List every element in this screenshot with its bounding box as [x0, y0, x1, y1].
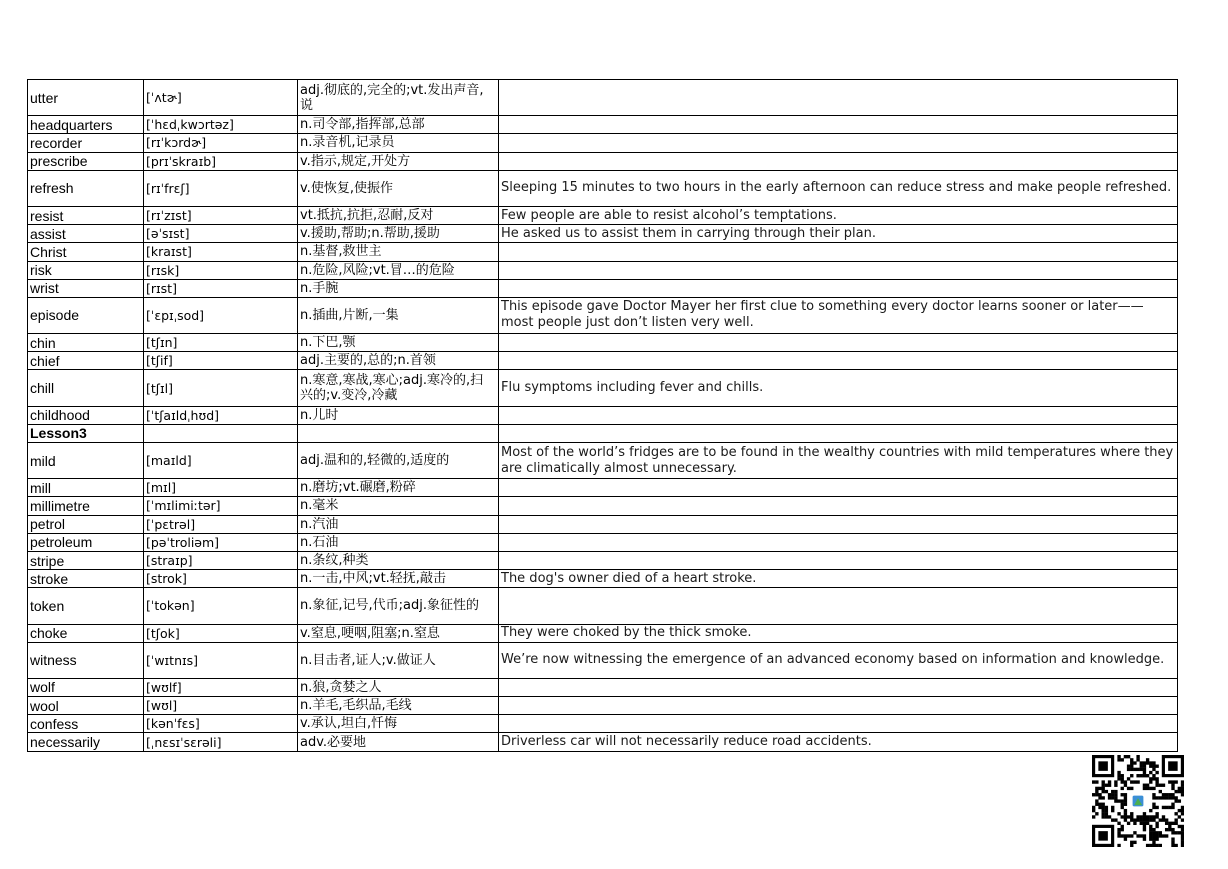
example-cell: Sleeping 15 minutes to two hours in the early afternoon can reduce stress and make people refreshed.	[499, 170, 1178, 206]
word-cell: chief	[28, 352, 144, 370]
example-cell: The dog's owner died of a heart stroke.	[499, 570, 1178, 588]
meaning-cell: n.危险,风险;vt.冒…的危险	[298, 261, 499, 279]
word-cell: wool	[28, 697, 144, 715]
phonetic-cell: [ˈpɛtrəl]	[144, 515, 298, 533]
table-row	[28, 678, 1178, 696]
example-cell	[499, 261, 1178, 279]
example-cell: We’re now witnessing the emergence of an advanced economy based on information and knowledge.	[499, 642, 1178, 678]
phonetic-cell: [ˈtokən]	[144, 588, 298, 624]
phonetic-cell: [ˈɛpɪˌsod]	[144, 297, 298, 333]
meaning-cell: n.狼,贪婪之人	[298, 678, 499, 696]
phonetic-cell: [kənˈfɛs]	[144, 715, 298, 733]
table-row	[28, 225, 1178, 243]
example-cell	[499, 424, 1178, 442]
meaning-cell: n.儿时	[298, 406, 499, 424]
word-cell: risk	[28, 261, 144, 279]
phonetic-cell: [kraɪst]	[144, 243, 298, 261]
table-row	[28, 297, 1178, 333]
phonetic-cell: [ˈwɪtnɪs]	[144, 642, 298, 678]
meaning-cell: n.基督,救世主	[298, 243, 499, 261]
meaning-cell: n.司令部,指挥部,总部	[298, 116, 499, 134]
word-cell: episode	[28, 297, 144, 333]
meaning-cell: n.羊毛,毛织品,毛线	[298, 697, 499, 715]
example-cell	[499, 352, 1178, 370]
meaning-cell: adj.主要的,总的;n.首领	[298, 352, 499, 370]
meaning-cell: adj.温和的,轻微的,适度的	[298, 443, 499, 479]
example-cell: This episode gave Doctor Mayer her first clue to something every doctor learns sooner or later——most people just don’t listen very well.	[499, 297, 1178, 333]
phonetic-cell: [rɪˈfrɛʃ]	[144, 170, 298, 206]
word-cell: prescribe	[28, 152, 144, 170]
word-cell: Christ	[28, 243, 144, 261]
table-row	[28, 642, 1178, 678]
phonetic-cell: [rɪst]	[144, 279, 298, 297]
word-cell: recorder	[28, 134, 144, 152]
word-cell: stripe	[28, 551, 144, 569]
table-row	[28, 406, 1178, 424]
table-row	[28, 551, 1178, 569]
word-cell: resist	[28, 206, 144, 224]
example-cell	[499, 134, 1178, 152]
meaning-cell: n.石油	[298, 533, 499, 551]
word-cell: stroke	[28, 570, 144, 588]
word-cell: utter	[28, 80, 144, 116]
meaning-cell: vt.抵抗,抗拒,忍耐,反对	[298, 206, 499, 224]
meaning-cell: n.毫米	[298, 497, 499, 515]
meaning-cell: v.指示,规定,开处方	[298, 152, 499, 170]
phonetic-cell: [straɪp]	[144, 551, 298, 569]
word-cell: mill	[28, 479, 144, 497]
word-cell: childhood	[28, 406, 144, 424]
meaning-cell: adv.必要地	[298, 733, 499, 751]
table-row	[28, 80, 1178, 116]
word-cell: headquarters	[28, 116, 144, 134]
phonetic-cell: [prɪˈskraɪb]	[144, 152, 298, 170]
word-cell: choke	[28, 624, 144, 642]
meaning-cell: adj.彻底的,完全的;vt.发出声音,说	[298, 80, 499, 116]
example-cell: Driverless car will not necessarily reduce road accidents.	[499, 733, 1178, 751]
phonetic-cell: [pəˈtroliəm]	[144, 533, 298, 551]
meaning-cell: v.承认,坦白,忏悔	[298, 715, 499, 733]
example-cell	[499, 715, 1178, 733]
meaning-cell: n.汽油	[298, 515, 499, 533]
phonetic-cell: [rɪˈkɔrdɚ]	[144, 134, 298, 152]
word-cell: refresh	[28, 170, 144, 206]
table-row	[28, 715, 1178, 733]
example-cell	[499, 334, 1178, 352]
phonetic-cell: [ˈtʃaɪldˌhʊd]	[144, 406, 298, 424]
table-row	[28, 624, 1178, 642]
phonetic-cell: [maɪld]	[144, 443, 298, 479]
example-cell	[499, 80, 1178, 116]
example-cell: Few people are able to resist alcohol’s temptations.	[499, 206, 1178, 224]
meaning-cell: n.手腕	[298, 279, 499, 297]
example-cell	[499, 697, 1178, 715]
vocabulary-table-body	[28, 80, 1178, 752]
phonetic-cell	[144, 424, 298, 442]
example-cell	[499, 678, 1178, 696]
table-row	[28, 733, 1178, 751]
phonetic-cell: [ˈʌtɚ]	[144, 80, 298, 116]
meaning-cell: v.使恢复,使振作	[298, 170, 499, 206]
example-cell	[499, 551, 1178, 569]
word-cell: necessarily	[28, 733, 144, 751]
word-cell: petroleum	[28, 533, 144, 551]
phonetic-cell: [strok]	[144, 570, 298, 588]
table-row	[28, 588, 1178, 624]
example-cell: He asked us to assist them in carrying through their plan.	[499, 225, 1178, 243]
phonetic-cell: [tʃok]	[144, 624, 298, 642]
meaning-cell: n.寒意,寒战,寒心;adj.寒冷的,扫兴的;v.变冷,冷藏	[298, 370, 499, 406]
example-cell	[499, 479, 1178, 497]
example-cell: Most of the world’s fridges are to be found in the wealthy countries with mild temperatures where they are climatically almost unnecessary.	[499, 443, 1178, 479]
table-row	[28, 261, 1178, 279]
table-row	[28, 570, 1178, 588]
meaning-cell: n.象征,记号,代币;adj.象征性的	[298, 588, 499, 624]
table-row	[28, 334, 1178, 352]
example-cell	[499, 406, 1178, 424]
meaning-cell: n.条纹,种类	[298, 551, 499, 569]
example-cell: They were choked by the thick smoke.	[499, 624, 1178, 642]
table-row	[28, 116, 1178, 134]
word-cell: token	[28, 588, 144, 624]
table-row	[28, 533, 1178, 551]
phonetic-cell: [rɪˈzɪst]	[144, 206, 298, 224]
qr-code-icon	[1092, 755, 1184, 847]
meaning-cell: v.援助,帮助;n.帮助,援助	[298, 225, 499, 243]
example-cell	[499, 279, 1178, 297]
word-cell: wrist	[28, 279, 144, 297]
table-row	[28, 152, 1178, 170]
table-row	[28, 170, 1178, 206]
meaning-cell: n.录音机,记录员	[298, 134, 499, 152]
table-row	[28, 206, 1178, 224]
meaning-cell	[298, 424, 499, 442]
phonetic-cell: [rɪsk]	[144, 261, 298, 279]
word-cell: petrol	[28, 515, 144, 533]
meaning-cell: v.窒息,哽咽,阻塞;n.窒息	[298, 624, 499, 642]
word-cell: Lesson3	[28, 424, 144, 442]
phonetic-cell: [wʊlf]	[144, 678, 298, 696]
meaning-cell: n.插曲,片断,一集	[298, 297, 499, 333]
table-row	[28, 697, 1178, 715]
phonetic-cell: [mɪl]	[144, 479, 298, 497]
meaning-cell: n.磨坊;vt.碾磨,粉碎	[298, 479, 499, 497]
word-cell: chin	[28, 334, 144, 352]
example-cell	[499, 533, 1178, 551]
example-cell	[499, 515, 1178, 533]
table-row	[28, 243, 1178, 261]
meaning-cell: n.下巴,颚	[298, 334, 499, 352]
phonetic-cell: [ˌnɛsɪˈsɛrəli]	[144, 733, 298, 751]
word-cell: assist	[28, 225, 144, 243]
word-cell: millimetre	[28, 497, 144, 515]
example-cell	[499, 588, 1178, 624]
meaning-cell: n.一击,中风;vt.轻抚,敲击	[298, 570, 499, 588]
phonetic-cell: [ˈhɛdˌkwɔrtəz]	[144, 116, 298, 134]
phonetic-cell: [tʃɪn]	[144, 334, 298, 352]
phonetic-cell: [tʃɪl]	[144, 370, 298, 406]
phonetic-cell: [wʊl]	[144, 697, 298, 715]
vocabulary-table	[27, 79, 1178, 752]
table-row	[28, 370, 1178, 406]
word-cell: witness	[28, 642, 144, 678]
example-cell: Flu symptoms including fever and chills.	[499, 370, 1178, 406]
table-row	[28, 515, 1178, 533]
phonetic-cell: [ˈmɪlimiːtər]	[144, 497, 298, 515]
table-row	[28, 134, 1178, 152]
table-row	[28, 497, 1178, 515]
example-cell	[499, 497, 1178, 515]
table-row	[28, 279, 1178, 297]
meaning-cell: n.目击者,证人;v.做证人	[298, 642, 499, 678]
phonetic-cell: [tʃif]	[144, 352, 298, 370]
word-cell: confess	[28, 715, 144, 733]
example-cell	[499, 152, 1178, 170]
lesson-header-row	[28, 424, 1178, 442]
table-row	[28, 352, 1178, 370]
example-cell	[499, 116, 1178, 134]
example-cell	[499, 243, 1178, 261]
word-cell: chill	[28, 370, 144, 406]
table-row	[28, 443, 1178, 479]
word-cell: wolf	[28, 678, 144, 696]
table-row	[28, 479, 1178, 497]
phonetic-cell: [əˈsɪst]	[144, 225, 298, 243]
word-cell: mild	[28, 443, 144, 479]
